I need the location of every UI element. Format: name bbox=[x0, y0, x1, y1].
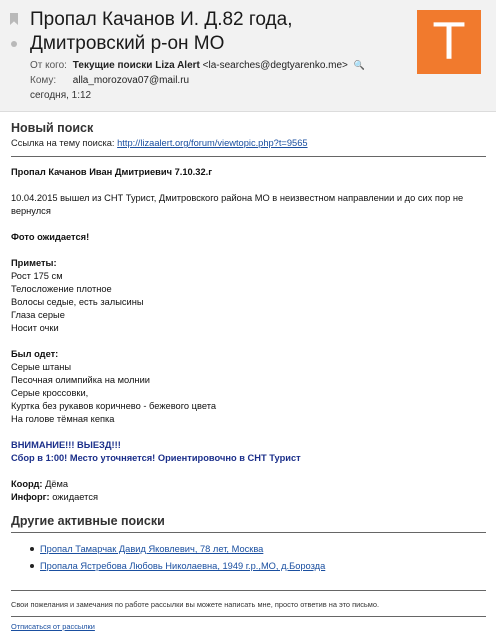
clothes-item: На голове тёмная кепка bbox=[11, 414, 115, 424]
section-title: Новый поиск bbox=[11, 121, 94, 135]
gathering-text: Сбор в 1:00! Место уточняется! Ориентировочно в СНТ Турист bbox=[11, 453, 301, 463]
divider bbox=[11, 532, 486, 533]
to-row bbox=[30, 73, 365, 88]
coord-value: Дёма bbox=[45, 479, 69, 489]
from-email[interactable]: <la-searches@degtyarenko.me> bbox=[202, 60, 348, 71]
missing-person: Пропал Качанов Иван Дмитриевич 7.10.32.г bbox=[11, 167, 213, 177]
topic-link[interactable]: http://lizaalert.org/forum/viewtopic.php?t=9565 bbox=[117, 138, 308, 148]
from-row bbox=[30, 58, 365, 73]
clothes-item: Серые штаны bbox=[11, 362, 72, 372]
to-value[interactable]: alla_morozova07@mail.ru bbox=[72, 75, 190, 86]
clothes-item: Куртка без рукавов коричнево - бежевого цвета bbox=[11, 401, 217, 411]
avatar: T bbox=[417, 10, 481, 74]
attention-text: ВНИМАНИЕ!!! ВЫЕЗД!!! bbox=[11, 440, 121, 450]
divider bbox=[11, 616, 486, 617]
email-subject: Пропал Качанов И. Д.82 года, Дмитровский р-он МО bbox=[30, 9, 293, 54]
clothes-item: Серые кроссовки, bbox=[11, 388, 89, 398]
other-searches bbox=[11, 513, 486, 577]
coord-line bbox=[11, 478, 486, 491]
search-icon[interactable]: 🔍 bbox=[353, 60, 365, 70]
coord-label: Коорд: bbox=[11, 479, 43, 489]
other-search-link[interactable]: Пропал Тамарчак Давид Яковлевич, 78 лет, Москва bbox=[40, 544, 264, 554]
divider bbox=[11, 156, 486, 157]
other-searches-list bbox=[30, 543, 486, 577]
signs-title: Приметы: bbox=[11, 258, 57, 268]
from-label: От кого: bbox=[30, 60, 67, 71]
clothes-title: Был одет: bbox=[11, 349, 59, 359]
email-date: сегодня, 1:12 bbox=[30, 90, 92, 101]
from-sender[interactable] bbox=[73, 60, 348, 71]
footer-note: Свои пожелания и замечания по работе рассылки вы можете написать мне, просто ответив на это письмо. bbox=[11, 600, 379, 609]
sign-item: Телосложение плотное bbox=[11, 284, 112, 294]
photo-note: Фото ожидается! bbox=[11, 232, 90, 242]
inforg-value: ожидается bbox=[52, 492, 99, 502]
sign-item: Волосы седые, есть залысины bbox=[11, 297, 144, 307]
email-meta bbox=[30, 58, 365, 103]
list-item bbox=[30, 560, 486, 577]
sign-item: Глаза серые bbox=[11, 310, 65, 320]
from-name[interactable]: Текущие поиски Liza Alert bbox=[72, 60, 200, 71]
topic-line bbox=[11, 137, 486, 150]
clothes-item: Песочная олимпийка на молнии bbox=[11, 375, 150, 385]
header-icons bbox=[10, 13, 20, 47]
other-search-link[interactable]: Пропала Ястребова Любовь Николаевна, 1949 г.р.,МО, д.Бороздa bbox=[40, 561, 326, 571]
topic-label: Ссылка на тему поиска: bbox=[11, 138, 115, 148]
unsubscribe-link[interactable]: Отписаться от рассылки bbox=[11, 622, 95, 631]
description: 10.04.2015 вышел из СНТ Турист, Дмитровского района МО в неизвестном направлении и до сих пор не вернулся bbox=[11, 193, 464, 216]
sign-item: Рост 175 см bbox=[11, 271, 63, 281]
to-label: Кому: bbox=[30, 75, 57, 86]
sign-item: Носит очки bbox=[11, 323, 59, 333]
flag-icon[interactable] bbox=[10, 13, 18, 25]
email-body bbox=[11, 120, 486, 632]
inforg-label: Инфорг: bbox=[11, 492, 50, 502]
email-header bbox=[0, 0, 496, 112]
other-searches-title: Другие активные поиски bbox=[11, 514, 165, 528]
inforg-line bbox=[11, 491, 486, 504]
list-item bbox=[30, 543, 486, 560]
unread-dot-icon[interactable] bbox=[11, 41, 17, 47]
divider bbox=[11, 590, 486, 591]
